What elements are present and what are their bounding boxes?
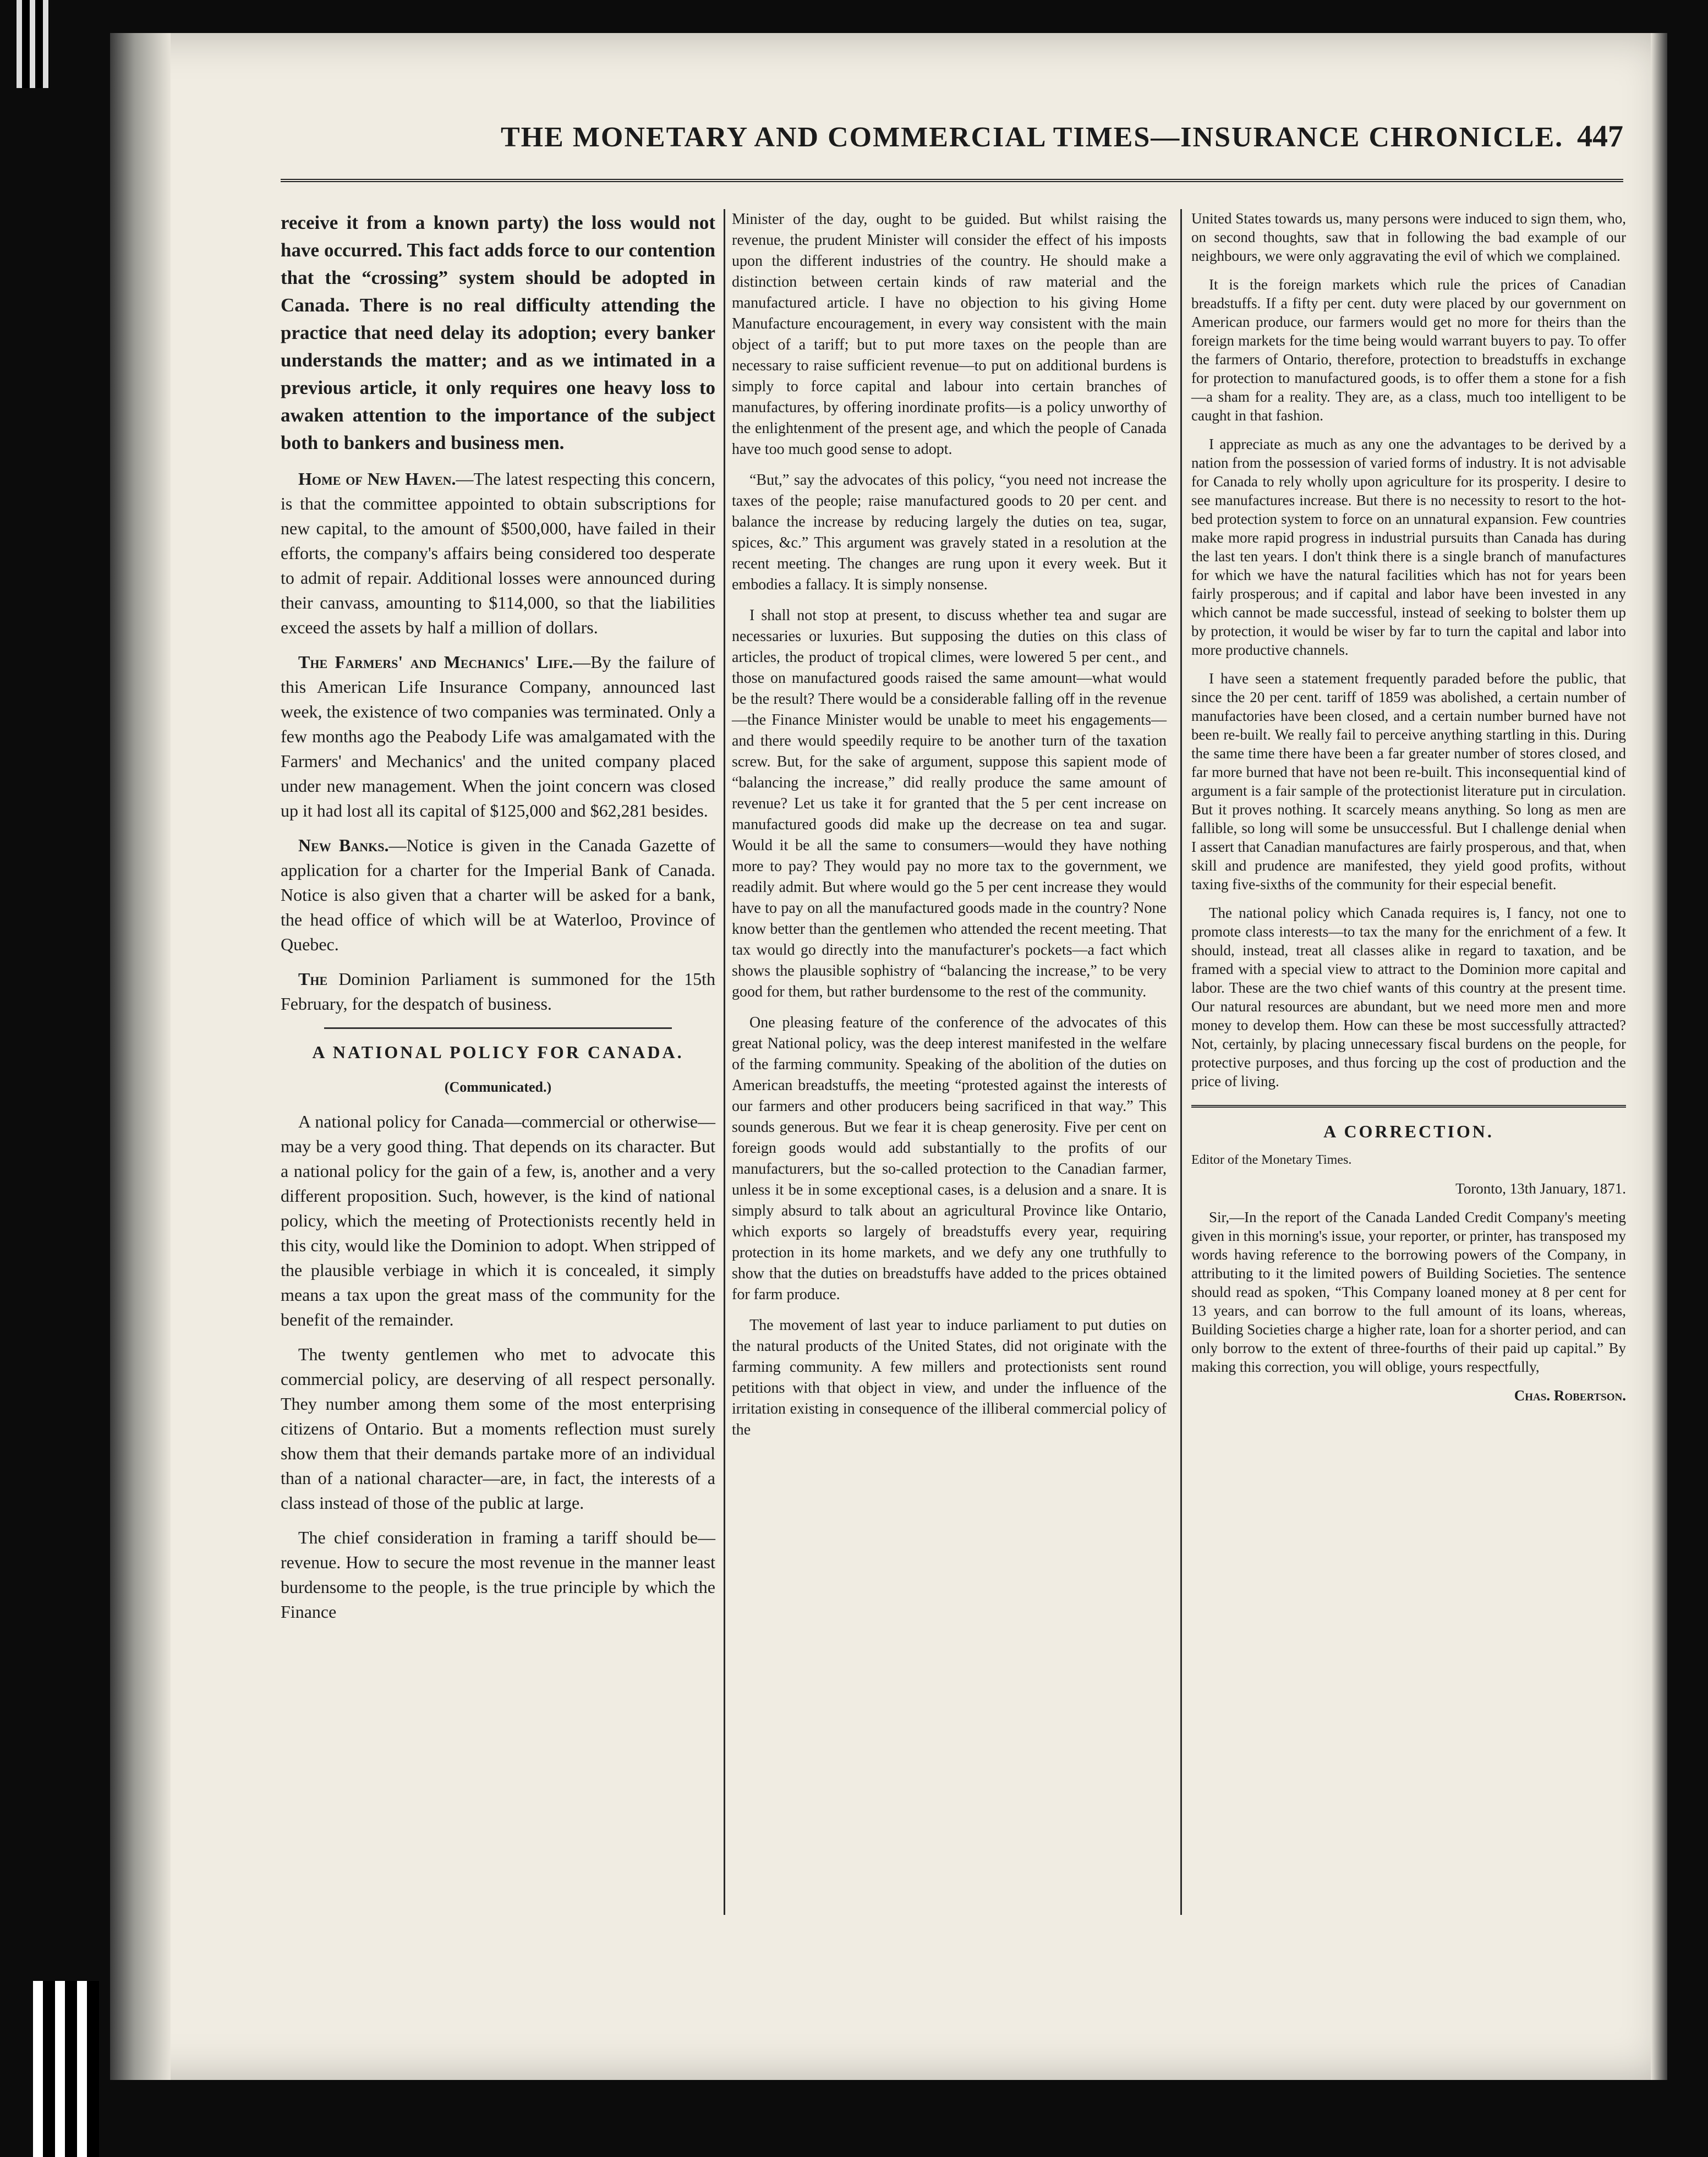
article-paragraph: The twenty gentlemen who met to advocate this commercial policy, are deserving of all respect personally. They number among them some of the most enterprising citizens of Ontario. But a moments reflection must surely show them that their demands partake more of an individual than of a national character—are, in fact, the interests of a class instead of those of the public at large. xyxy=(281,1344,715,1513)
item-heading: Home of New Haven. xyxy=(298,469,456,489)
article-subheading: (Communicated.) xyxy=(444,1079,552,1095)
article-paragraph: One pleasing feature of the conference of the advocates of this great National policy, was the deep interest manifested in the welfare of the farming community. Speaking of the abolition of the duties on American breadstuffs, the meeting “protested against the interests of our farmers and other producers being sacrificed in that way.” This sounds generous. But we fear it is cheap generosity. Five per cent on foreign goods would add substantially to the profits of our manufacturers, but the so-called protection to the Canadian farmer, unless it be in some exceptional cases, is a delusion and a snare. It is simply absurd to talk about an agricultural Province like Ontario, which exports so largely of breadstuffs every year, requiring protection in its home markets, and we defy any one truthfully to show that the duties on breadstuffs have added to the prices obtained for farm produce. xyxy=(732,1014,1167,1303)
correction-heading: A CORRECTION. xyxy=(1323,1121,1494,1141)
article-paragraph: I appreciate as much as any one the advantages to be derived by a nation from the possession of varied forms of industry. It is not advisable for Canada to rely wholly upon agriculture for its prosperity. I desire to see manufactures increase. But there is no necessity to resort to the hot-bed protection system to force on an unnatural expansion. Few countries make more rapid progress in industrial pursuits than Canada has during the last ten years. I don't think there is a single branch of manufactures for which we have the natural facilities which has not for years been fairly prosperous; and if capital and labor have been invested in any which cannot be made successful, instead of seeking to bolster them up by protection, it would be wiser by far to turn the capital and labor into more productive channels. xyxy=(1191,436,1626,658)
item-text: —Notice is given in the Canada Gazette of application for a charter for the Imperial Bank of Canada. Notice is also given that a charter will be asked for a bank, the head office of which will be at Waterloo, Province of Quebec. xyxy=(281,835,716,954)
new-banks-item xyxy=(281,833,715,957)
correction-signature: Chas. Robertson. xyxy=(1514,1387,1626,1404)
header-rule xyxy=(281,179,1623,182)
item-heading: New Banks. xyxy=(298,835,389,855)
column-2 xyxy=(732,209,1167,1450)
column-divider-2 xyxy=(1180,209,1182,1915)
article-paragraph: The chief consideration in framing a tariff should be—revenue. How to secure the most revenue in the manner least burdensome to the people, is the true principle by which the Finance xyxy=(281,1528,715,1622)
section-rule xyxy=(324,1027,672,1029)
film-edge-marks-bottom xyxy=(33,1981,99,2157)
film-edge-marks-top xyxy=(17,0,50,88)
correction-editor-line: Editor of the Monetary Times. xyxy=(1191,1153,1352,1167)
article-paragraph: “But,” say the advocates of this policy, “you need not increase the taxes of the people; raise manufactured goods to 20 per cent. and balance the increase by reducing largely the duties on tea, sugar, spices, &c.” This argument was gravely stated in a resolution at the recent meeting. The changes are rung upon it every week. But it embodies a fallacy. It is simply nonsense. xyxy=(732,472,1167,593)
page-number: 447 xyxy=(1577,119,1623,154)
home-of-new-haven-item xyxy=(281,467,715,640)
page-header xyxy=(270,116,1623,176)
parliament-item xyxy=(281,967,715,1016)
page-edge-right xyxy=(1651,33,1667,2080)
farmers-mechanics-item xyxy=(281,650,715,823)
section-rule xyxy=(1191,1105,1626,1108)
column-1 xyxy=(281,209,715,1634)
item-text: —The latest respecting this concern, is that the committee appointed to obtain subscriptions for new capital, to the amount of $500,000, have failed in their efforts, the company's affairs being considered too desperate to admit of repair. Additional losses were announced during their canvass, amounting to $114,000, so that the liabilities exceed the assets by half a million of dollars. xyxy=(281,469,715,637)
item-text: —By the failure of this American Life Insurance Company, announced last week, the existence of two companies was terminated. Only a few months ago the Peabody Life was amalgamated with the Farmers' and Mechanics' and the united company placed under new management. When the joint concern was closed up it had lost all its capital of $125,000 and $62,281 besides. xyxy=(281,652,716,820)
item-heading: The Farmers' and Mechanics' Life. xyxy=(298,652,573,672)
article-paragraph: Minister of the day, ought to be guided. But whilst raising the revenue, the prudent Minister will consider the effect of his imposts upon the different industries of the country. He should make a distinction between certain kinds of raw material and the manufactured article. I have no objection to his giving Home Manufacture encouragement, in every way consistent with the main object of a tariff; but to put more taxes on the people than are necessary to raise sufficient revenue—to put on additional burdens is simply to force capital and labour into certain branches of manufactures, by offering inordinate profits—is a policy unworthy of the enlightenment of the present age, and which the people of Canada have too much good sense to adopt. xyxy=(732,211,1167,458)
column-divider-1 xyxy=(724,209,725,1915)
article-paragraph: The movement of last year to induce parliament to put duties on the natural products of the United States, did not originate with the farming community. A few millers and protectionists sent round petitions with that object in view, and under the influence of the irritation existing in consequence of the illiberal commercial policy of the xyxy=(732,1317,1167,1438)
article-paragraph: It is the foreign markets which rule the prices of Canadian breadstuffs. If a fifty per cent. duty were placed by our government on American produce, our farmers would get no more for theirs than the foreign markets for the time being would warrant buyers to pay. To offer the farmers of Ontario, therefore, protection to breadstuffs in exchange for protection to manufactured goods, is to offer them a stone for a fish—a sham for a reality. They are, as a class, much too intelligent to be caught in that fashion. xyxy=(1191,276,1626,424)
column-3 xyxy=(1191,209,1626,1415)
correction-dateline: Toronto, 13th January, 1871. xyxy=(1455,1180,1626,1197)
item-heading: The xyxy=(298,969,328,989)
article-paragraph: United States towards us, many persons were induced to sign them, who, on second thoughts, saw that in following the bad example of our neighbours, we were only aggravating the evil of which we complained. xyxy=(1191,210,1626,264)
page-gutter-left xyxy=(110,33,171,2080)
item-text: Dominion Parliament is summoned for the 15th February, for the despatch of business. xyxy=(281,969,716,1014)
masthead-title: THE MONETARY AND COMMERCIAL TIMES—INSURANCE CHRONICLE. xyxy=(501,122,1564,153)
article-paragraph: A national policy for Canada—commercial or otherwise—may be a very good thing. That depends on its character. But a national policy for the gain of a few, is, another and a very different proposition. Such, however, is the kind of national policy, which the meeting of Protectionists recently held in this city, would like the Dominion to adopt. When stripped of the plausible verbiage in which it is concealed, it simply means a tax upon the great mass of the community for the benefit of the remainder. xyxy=(281,1112,715,1329)
article-heading: A NATIONAL POLICY FOR CANADA. xyxy=(312,1042,684,1062)
article-paragraph: The national policy which Canada requires is, I fancy, not one to promote class interests—to tax the many for the enrichment of a few. It should, instead, treat all classes alike in regard to taxation, and be framed with a special view to attract to the Dominion more capital and labor. These are the two chief wants of this country at the present time. Our natural resources are abundant, but we need more men and more money to develop them. How can these be most successfully attracted? Not, certainly, by placing unnecessary fiscal burdens on the people, for protective purposes, and thus forcing up the cost of production and the price of living. xyxy=(1191,905,1626,1090)
correction-letter: Sir,—In the report of the Canada Landed Credit Company's meeting given in this morning's issue, your reporter, or printer, has transposed my words having reference to the borrowing powers of the Company, in attributing to it the limited powers of Building Societies. The sentence should read as spoken, “This Company loaned money at 8 per cent for 13 years, and can borrow to the full amount of its loans, whereas, Building Societies charge a higher rate, loan for a shorter period, and can only borrow to the extent of three-fourths of their paid up capital.” By making this correction, you will oblige, yours respectfully, xyxy=(1191,1209,1626,1375)
article-paragraph: I shall not stop at present, to discuss whether tea and sugar are necessaries or luxuries. But supposing the duties on this class of articles, the product of tropical climes, were lowered 5 per cent., and those on manufactured goods raised the same amount—what would be the result? There would be a considerable falling off in the revenue—the Finance Minister would be unable to meet his engagements—and there would speedily require to be another turn of the taxation screw. But, for the sake of argument, suppose this sapient mode of “balancing the increase,” did really produce the same amount of revenue? Let us take it for granted that the 5 per cent increase on manufactured goods did make up the decrease on tea and sugar. Would it be all the same to consumers—would they have nothing more to pay? They would pay no more tax to the government, we readily admit. But where would go the 5 per cent increase they would have to pay on all the manufactured goods made in the country? None know better than the gentlemen who attended the recent meeting. That tax would go directly into the manufacturer's pockets—a fact which shows the plausible sophistry of “balancing the increase,” to be very good for them, but rather burdensome to the rest of the community. xyxy=(732,607,1167,1000)
crossing-system-text: receive it from a known party) the loss would not have occurred. This fact adds force to our contention that the “crossing” system should be adopted in Canada. There is no real difficulty attending the practice that need delay its adoption; every banker understands the matter; and as we intimated in a previous article, it only requires one heavy loss to awaken attention to the importance of the subject both to bankers and business men. xyxy=(281,212,715,453)
article-paragraph: I have seen a statement frequently paraded before the public, that since the 20 per cent. tariff of 1859 was abolished, a certain number of manufactories have been closed, and a certain number burned have not been re-built. We really fail to perceive anything startling in this. During the same time there have been a far greater number of stores closed, and far more burned that have not been re-built. This inconsequential kind of argument is a fair sample of the protectionist literature put in circulation. But it proves nothing. It scarcely means anything. So long as men are fallible, so long will some be unsuccessful. But I challenge denial when I assert that Canadian manufactures are fairly prosperous, and that, when skill and prudence are manifested, they yield good profits, without taxing five-sixths of the community for their especial benefit. xyxy=(1191,670,1626,893)
